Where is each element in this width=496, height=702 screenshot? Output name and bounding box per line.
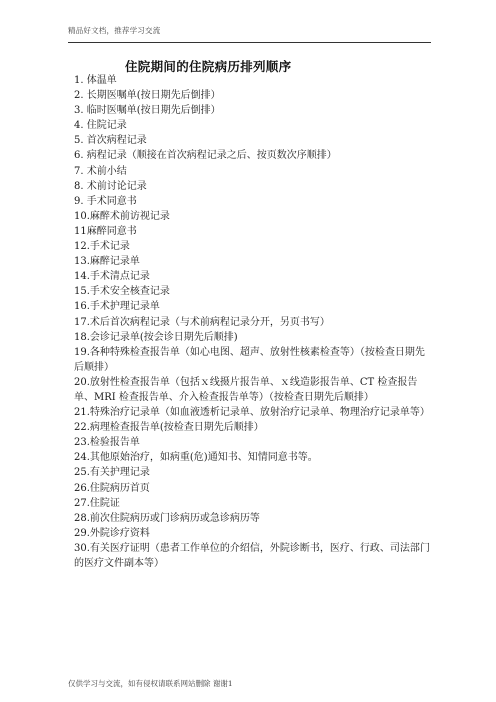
list-item: 28.前次住院病历或门诊病历或急诊病历等 (74, 512, 260, 524)
list-item: 30.有关医疗证明（患者工作单位的介绍信，外院诊断书，医疗、行政、司法部门的医疗文件副本等） (74, 542, 430, 569)
list-item: 21.特殊治疗记录单（如血液透析记录单、放射治疗记录单、物理治疗记录单等） (74, 407, 430, 419)
list-item: 22.病理检查报告单(按检查日期先后顺排） (74, 422, 264, 434)
list-item: 29.外院诊疗资料 (74, 527, 150, 539)
list-item: 25.有关护理记录 (74, 467, 150, 479)
list-item: 18.会诊记录单(按会诊日期先后顺排) (74, 331, 238, 343)
document-title: 住院期间的住院病历排列顺序 (125, 59, 292, 74)
list-item: 2. 长期医嘱单(按日期先后倒排） (74, 90, 221, 102)
list-item: 11麻醉同意书 (74, 225, 137, 237)
list-item: 9. 手术同意书 (74, 195, 137, 207)
list-item: 26.住院病历首页 (74, 482, 150, 494)
list-item: 14.手术清点记录 (74, 271, 150, 283)
list-item: 20.放射性检查报告单（包括ｘ线摄片报告单、ｘ线造影报告单、CT 检查报告单、MRI 检查报告单、介入检查报告单等）（按检查日期先后顺排） (74, 376, 418, 403)
list-item: 4. 住院记录 (74, 120, 127, 132)
list-item: 17.术后首次病程记录（与术前病程记录分开，另页书写） (74, 316, 330, 328)
list-item: 6. 病程记录（顺接在首次病程记录之后、按页数次序顺排） (74, 150, 337, 162)
list-item: 19.各种特殊检查报告单（如心电图、超声、放射性核素检查等）（按检查日期先后顺排） (74, 346, 425, 373)
list-item: 16.手术护理记录单 (74, 301, 160, 313)
list-item: 12.手术记录 (74, 241, 130, 253)
list-item: 15.手术安全核查记录 (74, 286, 170, 298)
list-item: 13.麻醉记录单 (74, 256, 140, 268)
record-order-list (74, 73, 430, 571)
page-footer: 仅供学习与交流，如有侵权请联系网站删除 谢谢1 (68, 679, 233, 688)
list-item: 5. 首次病程记录 (74, 135, 147, 147)
list-item: 27.住院证 (74, 497, 120, 509)
list-item: 3. 临时医嘱单(按日期先后倒排） (74, 105, 221, 117)
list-item: 7. 术前小结 (74, 165, 127, 177)
list-item: 24.其他原始治疗，如病重(危)通知书、知情同意书等。 (74, 452, 318, 464)
list-item: 1. 体温单 (74, 75, 117, 86)
list-item: 10.麻醉术前访视记录 (74, 210, 170, 222)
header-divider (68, 42, 431, 43)
list-item: 23.检验报告单 (74, 437, 140, 449)
list-item: 8. 术前讨论记录 (74, 180, 147, 192)
page-header: 精品好文档，推荐学习交流 (68, 26, 161, 35)
